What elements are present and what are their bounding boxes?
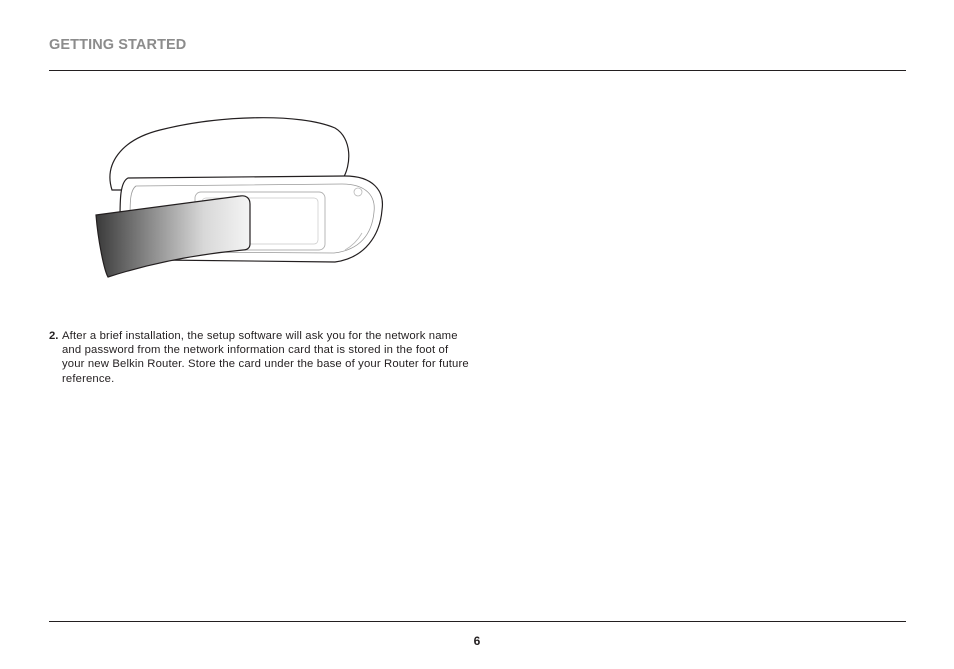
section-title: GETTING STARTED: [49, 37, 187, 53]
network-info-card: [96, 196, 250, 277]
step-number: 2.: [49, 330, 59, 342]
router-foot-card-illustration: [90, 110, 390, 285]
header-rule: [49, 70, 906, 71]
step-text: After a brief installation, the setup software will ask you for the network name and password from the network information card that is stored in the foot of your new Belkin Router. Store the card under the base of your Router for future reference.: [62, 330, 469, 385]
instruction-step: [49, 329, 469, 386]
page-number: 6: [473, 634, 481, 648]
footer-rule: [49, 621, 906, 622]
